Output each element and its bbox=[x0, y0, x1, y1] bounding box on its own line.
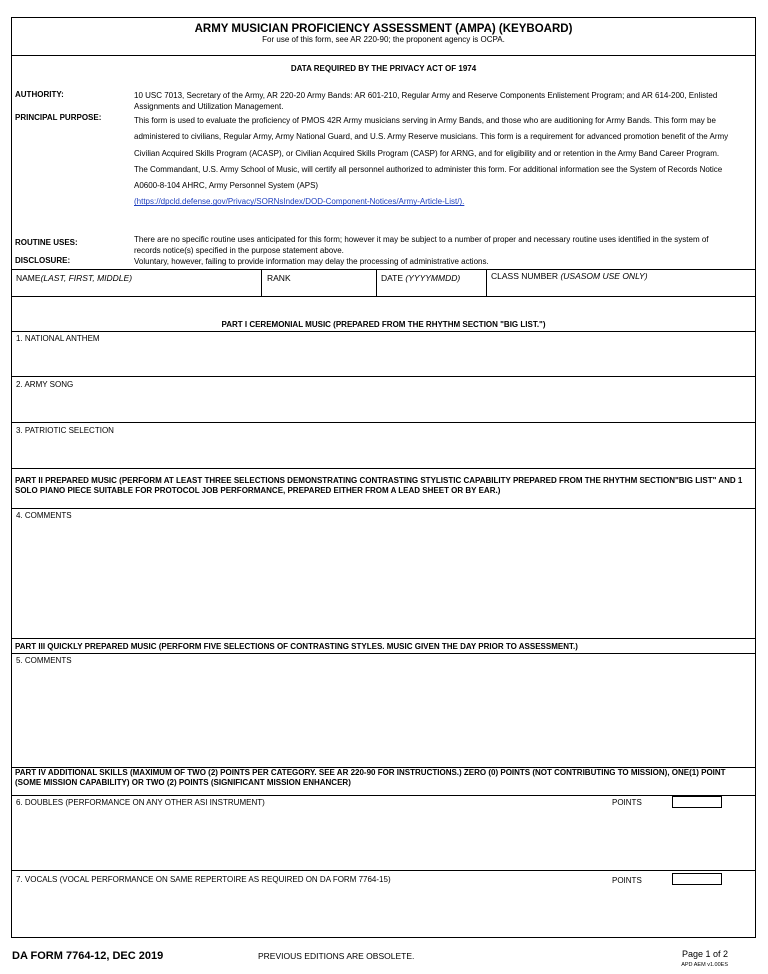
divider bbox=[12, 55, 755, 56]
vocals-points-label: POINTS bbox=[612, 876, 642, 885]
routine-text: There are no specific routine uses anticipated for this form; however it may be subject to a number of proper and necessary routine uses identified in the system of records notice(s) specified in the purpose statement above. bbox=[134, 235, 709, 255]
authority-text: 10 USC 7013, Secretary of the Army, AR 220-20 Army Bands: AR 601-210, Regular Army and Reserve Components Enlistement Program; and AR 614-200, Enlisted Assignments and Utilization Management. bbox=[134, 91, 718, 111]
class-label: CLASS NUMBER bbox=[491, 271, 559, 281]
divider bbox=[12, 376, 755, 377]
purpose-text bbox=[134, 113, 734, 211]
form-container bbox=[11, 17, 756, 938]
privacy-heading: DATA REQUIRED BY THE PRIVACY ACT OF 1974 bbox=[290, 64, 477, 73]
vocals-points-input[interactable] bbox=[672, 873, 722, 885]
purpose-body: This form is used to evaluate the proficiency of PMOS 42R Army musicians serving in Army Bands, and those who are auditioning for Army Bands. This form may be administered to civilians, Regular Army, Army National Guard, and U.S. Army Reserve musicians. This form is a requirement for advanced promotion benefit of the Army Civilian Acquired Skills Program (ACASP), or Civilian Acquired Skills Program (CASP) for ARNG, and for eligibility and or retention in the Army Band Career Program. The Commandant, U.S. Army School of Music, will certify all personnel authorized to administer this form. For additional information see the System of Records Notice A0600-8-104 AHRC, Army Personnel System (APS) bbox=[134, 116, 729, 191]
name-hint: (LAST, FIRST, MIDDLE) bbox=[40, 273, 133, 283]
form-title: ARMY MUSICIAN PROFICIENCY ASSESSMENT (AMPA) (KEYBOARD) bbox=[194, 23, 573, 35]
doubles-field[interactable]: 6. DOUBLES (PERFORMANCE ON ANY OTHER ASI INSTRUMENT) bbox=[16, 798, 265, 807]
aem-version: APD AEM v1.00ES bbox=[681, 962, 728, 968]
divider bbox=[12, 296, 755, 297]
divider bbox=[486, 269, 487, 296]
class-field[interactable] bbox=[491, 271, 648, 281]
rank-label: RANK bbox=[267, 273, 291, 283]
form-subtitle: For use of this form, see AR 220-90; the proponent agency is OCPA. bbox=[262, 35, 505, 44]
part3-comments-field[interactable]: 5. COMMENTS bbox=[16, 656, 72, 665]
name-field[interactable] bbox=[16, 273, 132, 283]
national-anthem-field[interactable]: 1. NATIONAL ANTHEM bbox=[16, 334, 100, 343]
divider bbox=[12, 269, 755, 270]
divider bbox=[12, 422, 755, 423]
purpose-label: PRINCIPAL PURPOSE: bbox=[15, 113, 102, 122]
previous-editions-note: PREVIOUS EDITIONS ARE OBSOLETE. bbox=[258, 951, 415, 961]
name-label: NAME bbox=[16, 273, 41, 283]
part4-heading: PART IV ADDITIONAL SKILLS (MAXIMUM OF TWO (2) POINTS PER CATEGORY. SEE AR 220-90 FOR INSTRUCTIONS.) ZERO (0) POINTS (NOT CONTRIBUTING TO MISSION), ONE(1) POINT (SOME MISSION CAPABILITY) OR TWO (2) POINTS (SIGNIFICANT MISSION ENHANCER) bbox=[15, 768, 726, 787]
divider bbox=[261, 269, 262, 296]
date-label: DATE bbox=[381, 273, 404, 283]
part2-heading: PART II PREPARED MUSIC (PERFORM AT LEAST THREE SELECTIONS DEMONSTRATING CONTRASTING STYLISTIC CAPABILITY PREPARED FROM THE RHYTHM SECTION"BIG LIST" AND 1 SOLO PIANO PIECE SUITABLE FOR PROTOCOL JOB PERFORMANCE, PREPARED EITHER FROM A LEAD SHEET OR BY EAR.) bbox=[15, 476, 743, 495]
vocals-field[interactable]: 7. VOCALS (VOCAL PERFORMANCE ON SAME REPERTOIRE AS REQUIRED ON DA FORM 7764-15) bbox=[16, 875, 391, 884]
doubles-points-label: POINTS bbox=[612, 798, 642, 807]
date-hint: (YYYYMMDD) bbox=[405, 273, 461, 283]
date-field[interactable] bbox=[381, 273, 460, 283]
divider bbox=[12, 468, 755, 469]
class-hint: (USASOM USE ONLY) bbox=[560, 271, 648, 281]
divider bbox=[12, 653, 755, 654]
divider bbox=[12, 795, 755, 796]
doubles-points-input[interactable] bbox=[672, 796, 722, 808]
divider bbox=[376, 269, 377, 296]
divider bbox=[12, 331, 755, 332]
rank-field[interactable] bbox=[267, 273, 291, 283]
disclosure-text: Voluntary, however, failing to provide information may delay the processing of administrative actions. bbox=[134, 257, 489, 266]
part2-comments-field[interactable]: 4. COMMENTS bbox=[16, 511, 72, 520]
disclosure-label: DISCLOSURE: bbox=[15, 256, 71, 265]
part3-heading: PART III QUICKLY PREPARED MUSIC (PERFORM FIVE SELECTIONS OF CONTRASTING STYLES. MUSIC GIVEN THE DAY PRIOR TO ASSESSMENT.) bbox=[15, 642, 578, 651]
army-song-field[interactable]: 2. ARMY SONG bbox=[16, 380, 74, 389]
divider bbox=[12, 638, 755, 639]
authority-label: AUTHORITY: bbox=[15, 90, 64, 99]
routine-label: ROUTINE USES: bbox=[15, 238, 78, 247]
divider bbox=[12, 870, 755, 871]
page-number: Page 1 of 2 bbox=[681, 949, 728, 959]
form-number: DA FORM 7764-12, DEC 2019 bbox=[12, 950, 164, 962]
sorn-link[interactable]: (https://dpcld.defense.gov/Privacy/SORNsIndex/DOD-Component-Notices/Army-Article-List/). bbox=[134, 197, 465, 207]
part1-heading: PART I CEREMONIAL MUSIC (PREPARED FROM THE RHYTHM SECTION "BIG LIST.") bbox=[221, 320, 546, 329]
patriotic-selection-field[interactable]: 3. PATRIOTIC SELECTION bbox=[16, 426, 114, 435]
divider bbox=[12, 508, 755, 509]
